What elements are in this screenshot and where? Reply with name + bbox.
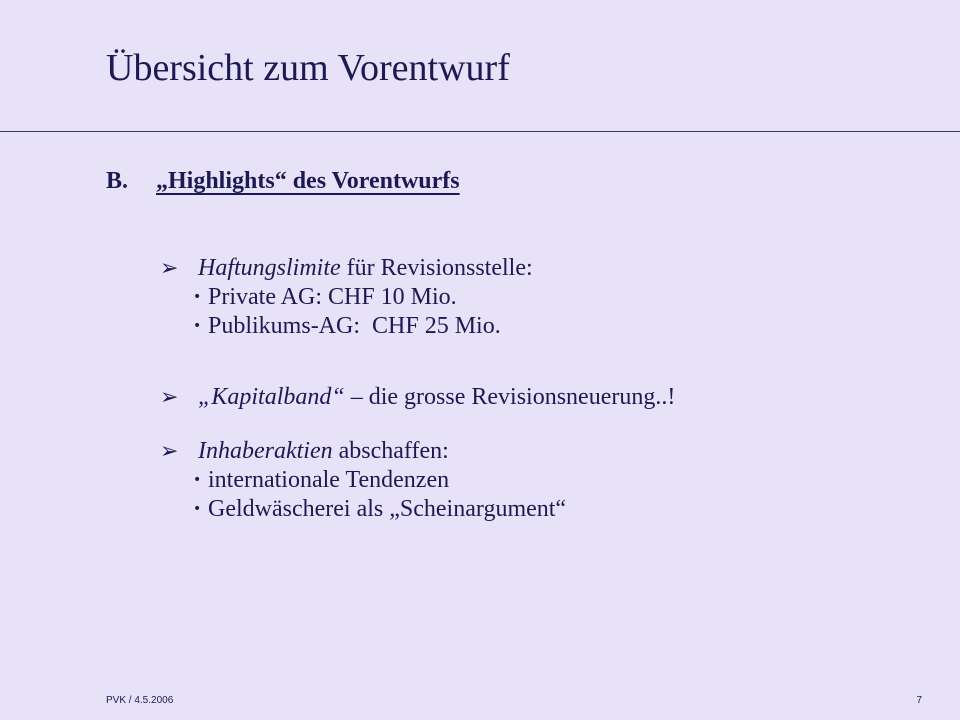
sub-item-text: Geldwäscherei als „Scheinargument“ (208, 496, 567, 522)
section-heading-text: „Highlights“ des Vorentwurfs (156, 168, 460, 194)
sub-item-text: Publikums-AG: CHF 25 Mio. (208, 313, 501, 339)
point-italic-term: Inhaberaktien (198, 438, 333, 464)
footer-date: PVK / 4.5.2006 (106, 695, 174, 706)
point-italic-term: „Kapitalband“ (198, 384, 345, 410)
arrow-bullet-icon: ➢ (160, 385, 179, 410)
bullet-dot-icon: • (193, 289, 202, 305)
bullet-point-inhaberaktien (160, 437, 566, 524)
list-item (160, 283, 533, 312)
point-text: – die grosse Revisionsneuerung..! (344, 384, 676, 410)
point-text: abschaffen: (332, 438, 449, 464)
section-letter: B. (106, 168, 129, 194)
list-item (160, 495, 566, 524)
point-text: für Revisionsstelle: (340, 255, 533, 281)
title-divider (0, 131, 960, 132)
list-item (160, 312, 533, 341)
sub-item-text: internationale Tendenzen (208, 467, 450, 493)
arrow-bullet-icon: ➢ (160, 256, 179, 281)
bullet-dot-icon: • (193, 318, 202, 334)
bullet-dot-icon: • (193, 472, 202, 488)
bullet-point-haftungslimite (160, 254, 533, 341)
list-item (160, 466, 566, 495)
slide-title: Übersicht zum Vorentwurf (106, 47, 510, 89)
bullet-dot-icon: • (193, 501, 202, 517)
sub-item-text: Private AG: CHF 10 Mio. (208, 284, 457, 310)
arrow-bullet-icon: ➢ (160, 439, 179, 464)
point-italic-term: Haftungslimite (198, 255, 341, 281)
page-number: 7 (916, 695, 922, 706)
bullet-point-kapitalband (160, 383, 675, 412)
section-heading (106, 168, 460, 195)
